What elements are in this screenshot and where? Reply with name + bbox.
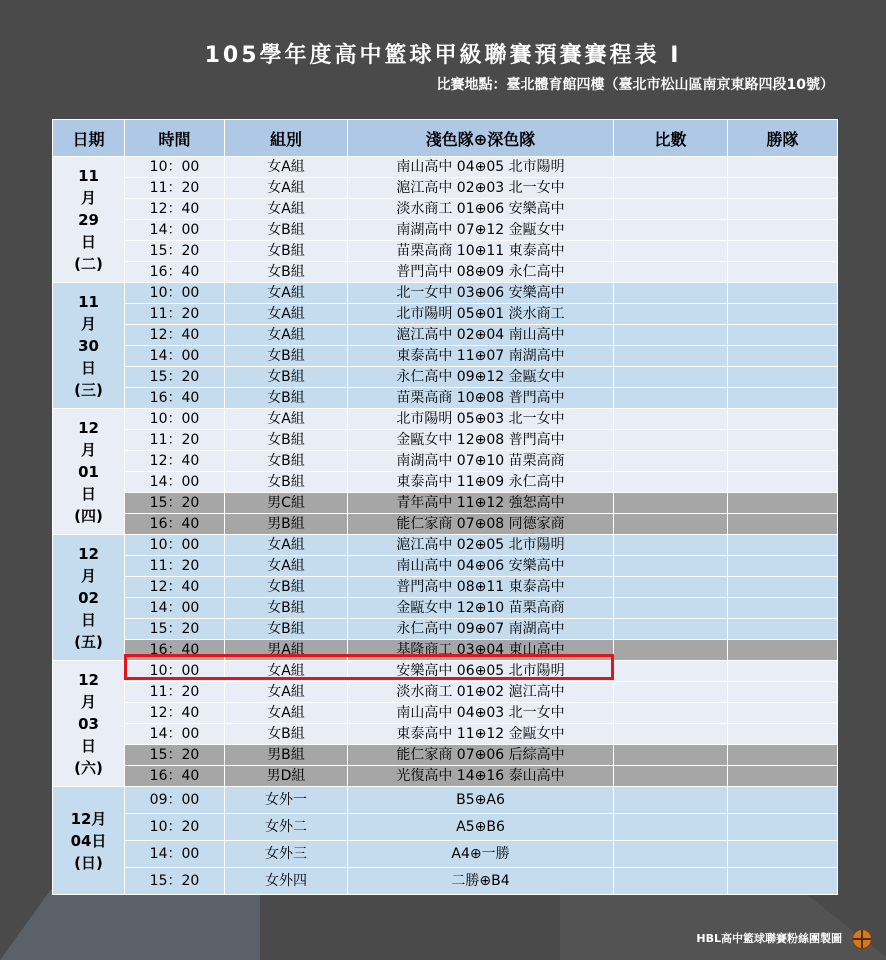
time-cell: 12：40 [125,451,225,472]
table-row [53,241,838,262]
match-cell: 東泰高中 11⊕12 金甌女中 [348,724,614,745]
score-cell [614,787,728,814]
group-cell: 女A組 [225,157,348,178]
group-cell: 女外三 [225,841,348,868]
match-cell: 南湖高中 07⊕12 金甌女中 [348,220,614,241]
table-row [53,703,838,724]
score-cell [614,262,728,283]
header-group: 組別 [225,120,348,157]
group-cell: 女A組 [225,199,348,220]
score-cell [614,430,728,451]
score-cell [614,598,728,619]
group-cell: 女外一 [225,787,348,814]
match-cell: 淡水商工 01⊕06 安樂高中 [348,199,614,220]
match-cell: 普門高中 08⊕11 東泰高中 [348,577,614,598]
score-cell [614,472,728,493]
header-date: 日期 [53,120,125,157]
date-cell [53,661,125,787]
winner-cell [728,766,838,787]
score-cell [614,556,728,577]
score-cell [614,724,728,745]
score-cell [614,868,728,895]
table-row [53,472,838,493]
table-row [53,619,838,640]
table-row [53,325,838,346]
match-cell: 能仁家商 07⊕08 同德家商 [348,514,614,535]
date-part: 12 [78,418,99,437]
score-cell [614,409,728,430]
match-cell: 普門高中 08⊕09 永仁高中 [348,262,614,283]
match-cell: 淡水商工 01⊕02 滬江高中 [348,682,614,703]
group-cell: 女A組 [225,661,348,682]
basketball-icon [852,929,872,949]
header-teams: 淺色隊⊕深色隊 [348,120,614,157]
table-row [53,868,838,895]
date-part: 月 [80,692,96,711]
time-cell: 11：20 [125,556,225,577]
table-row [53,682,838,703]
date-part: 日 [80,358,96,377]
score-cell [614,178,728,199]
time-cell: 15：20 [125,868,225,895]
score-cell [614,766,728,787]
time-cell: 12：40 [125,577,225,598]
time-cell: 15：20 [125,367,225,388]
score-cell [614,346,728,367]
match-cell: B5⊕A6 [348,787,614,814]
time-cell: 14：00 [125,598,225,619]
time-cell: 15：20 [125,745,225,766]
match-cell: 安樂高中 06⊕05 北市陽明 [348,661,614,682]
score-cell [614,661,728,682]
group-cell: 女A組 [225,535,348,556]
time-cell: 11：20 [125,430,225,451]
score-cell [614,619,728,640]
winner-cell [728,640,838,661]
date-part: 02 [78,588,99,607]
time-cell: 10：00 [125,157,225,178]
table-row [53,814,838,841]
time-cell: 16：40 [125,388,225,409]
winner-cell [728,841,838,868]
score-cell [614,535,728,556]
date-part: 30 [78,336,99,355]
score-cell [614,157,728,178]
match-cell: 北市陽明 05⊕03 北一女中 [348,409,614,430]
time-cell: 10：00 [125,409,225,430]
time-cell: 16：40 [125,766,225,787]
score-cell [614,304,728,325]
date-cell [53,535,125,661]
date-cell [53,283,125,409]
group-cell: 男B組 [225,745,348,766]
score-cell [614,682,728,703]
group-cell: 女A組 [225,682,348,703]
date-part: 日 [80,610,96,629]
table-row [53,430,838,451]
score-cell [614,514,728,535]
header-score: 比數 [614,120,728,157]
table-row [53,661,838,682]
score-cell [614,493,728,514]
time-cell: 11：20 [125,178,225,199]
date-part: 29 [78,210,99,229]
winner-cell [728,556,838,577]
table-header-row [53,120,838,157]
time-cell: 12：40 [125,325,225,346]
table-row [53,841,838,868]
winner-cell [728,430,838,451]
date-part: 月 [80,314,96,333]
table-row [53,220,838,241]
winner-cell [728,451,838,472]
group-cell: 女B組 [225,346,348,367]
winner-cell [728,325,838,346]
venue-text: 比賽地點：臺北體育館四樓（臺北市松山區南京東路四段10號） [436,77,834,93]
time-cell: 10：00 [125,535,225,556]
table-row [53,367,838,388]
table-row [53,598,838,619]
date-cell [53,409,125,535]
match-cell: 苗栗高商 10⊕08 普門高中 [348,388,614,409]
score-cell [614,841,728,868]
score-cell [614,220,728,241]
match-cell: 光復高中 14⊕16 泰山高中 [348,766,614,787]
group-cell: 女B組 [225,367,348,388]
date-part: (六) [74,758,103,777]
match-cell: 東泰高中 11⊕09 永仁高中 [348,472,614,493]
winner-cell [728,619,838,640]
match-cell: 北一女中 03⊕06 安樂高中 [348,283,614,304]
group-cell: 女外二 [225,814,348,841]
schedule-body [53,157,838,895]
table-row [53,304,838,325]
winner-cell [728,661,838,682]
winner-cell [728,199,838,220]
winner-cell [728,682,838,703]
winner-cell [728,724,838,745]
time-cell: 14：00 [125,220,225,241]
table-row [53,409,838,430]
table-row [53,766,838,787]
table-row [53,451,838,472]
score-cell [614,241,728,262]
match-cell: 金甌女中 12⊕10 苗栗高商 [348,598,614,619]
score-cell [614,283,728,304]
score-cell [614,640,728,661]
time-cell: 14：00 [125,346,225,367]
match-cell: 二勝⊕B4 [348,868,614,895]
winner-cell [728,241,838,262]
group-cell: 女B組 [225,220,348,241]
date-part: (三) [74,380,103,399]
winner-cell [728,787,838,814]
group-cell: 女A組 [225,556,348,577]
table-row [53,157,838,178]
match-cell: 滬江高中 02⊕03 北一女中 [348,178,614,199]
time-cell: 10：20 [125,814,225,841]
date-part: 月 [80,188,96,207]
table-row [53,535,838,556]
match-cell: 永仁高中 09⊕07 南湖高中 [348,619,614,640]
table-row [53,346,838,367]
group-cell: 女A組 [225,409,348,430]
match-cell: 南山高中 04⊕03 北一女中 [348,703,614,724]
match-cell: 南山高中 04⊕05 北市陽明 [348,157,614,178]
winner-cell [728,178,838,199]
date-cell [53,787,125,895]
time-cell: 15：20 [125,241,225,262]
table-row [53,199,838,220]
time-cell: 16：40 [125,262,225,283]
group-cell: 女B組 [225,472,348,493]
winner-cell [728,346,838,367]
group-cell: 女B組 [225,724,348,745]
winner-cell [728,814,838,841]
group-cell: 女B組 [225,598,348,619]
winner-cell [728,472,838,493]
winner-cell [728,157,838,178]
winner-cell [728,367,838,388]
time-cell: 12：40 [125,199,225,220]
group-cell: 女B組 [225,430,348,451]
table-row [53,724,838,745]
match-cell: 能仁家商 07⊕06 后綜高中 [348,745,614,766]
group-cell: 女A組 [225,703,348,724]
table-row [53,514,838,535]
group-cell: 女B組 [225,451,348,472]
match-cell: 金甌女中 12⊕08 普門高中 [348,430,614,451]
table-row [53,787,838,814]
date-part: 11 [78,292,99,311]
match-cell: 滬江高中 02⊕05 北市陽明 [348,535,614,556]
winner-cell [728,220,838,241]
date-part: 04日 [70,831,107,850]
match-cell: A4⊕一勝 [348,841,614,868]
winner-cell [728,409,838,430]
score-cell [614,388,728,409]
table-row [53,283,838,304]
match-cell: 苗栗高商 10⊕11 東泰高中 [348,241,614,262]
group-cell: 女B組 [225,241,348,262]
date-part: (四) [74,506,103,525]
time-cell: 14：00 [125,724,225,745]
schedule-table [52,119,838,895]
date-part: 03 [78,714,99,733]
date-part: 01 [78,462,99,481]
date-part: 12 [78,544,99,563]
score-cell [614,199,728,220]
score-cell [614,814,728,841]
group-cell: 女B組 [225,577,348,598]
time-cell: 16：40 [125,640,225,661]
winner-cell [728,598,838,619]
table-row [53,493,838,514]
winner-cell [728,703,838,724]
group-cell: 男B組 [225,514,348,535]
match-cell: 青年高中 11⊕12 強恕高中 [348,493,614,514]
group-cell: 女A組 [225,325,348,346]
group-cell: 女B組 [225,619,348,640]
winner-cell [728,535,838,556]
date-part: 12月 [70,809,107,828]
match-cell: 北市陽明 05⊕01 淡水商工 [348,304,614,325]
table-row [53,745,838,766]
footer-credit: HBL高中籃球聯賽粉絲團製圖 [696,932,842,945]
date-part: 日 [80,232,96,251]
table-row [53,262,838,283]
date-cell [53,157,125,283]
winner-cell [728,868,838,895]
match-cell: 南湖高中 07⊕10 苗栗高商 [348,451,614,472]
time-cell: 10：00 [125,283,225,304]
match-cell: 永仁高中 09⊕12 金甌女中 [348,367,614,388]
match-cell: 基隆商工 03⊕04 東山高中 [348,640,614,661]
winner-cell [728,577,838,598]
group-cell: 男C組 [225,493,348,514]
date-part: 日 [80,736,96,755]
date-part: (二) [74,254,103,273]
winner-cell [728,745,838,766]
score-cell [614,577,728,598]
time-cell: 11：20 [125,304,225,325]
time-cell: 15：20 [125,619,225,640]
date-part: 月 [80,440,96,459]
winner-cell [728,514,838,535]
date-part: 11 [78,166,99,185]
time-cell: 15：20 [125,493,225,514]
date-part: 月 [80,566,96,585]
time-cell: 14：00 [125,472,225,493]
winner-cell [728,493,838,514]
score-cell [614,451,728,472]
time-cell: 09：00 [125,787,225,814]
match-cell: 南山高中 04⊕06 安樂高中 [348,556,614,577]
group-cell: 女A組 [225,283,348,304]
table-row [53,640,838,661]
match-cell: 滬江高中 02⊕04 南山高中 [348,325,614,346]
match-cell: 東泰高中 11⊕07 南湖高中 [348,346,614,367]
group-cell: 男A組 [225,640,348,661]
time-cell: 11：20 [125,682,225,703]
match-cell: A5⊕B6 [348,814,614,841]
winner-cell [728,304,838,325]
score-cell [614,703,728,724]
date-part: 12 [78,670,99,689]
score-cell [614,325,728,346]
table-row [53,388,838,409]
group-cell: 女B組 [225,388,348,409]
group-cell: 男D組 [225,766,348,787]
date-part: (日) [74,853,103,872]
score-cell [614,745,728,766]
group-cell: 女A組 [225,178,348,199]
table-row [53,577,838,598]
time-cell: 12：40 [125,703,225,724]
header-winner: 勝隊 [728,120,838,157]
page-title: 105學年度高中籃球甲級聯賽預賽賽程表 I [204,43,682,68]
time-cell: 14：00 [125,841,225,868]
table-row [53,556,838,577]
date-part: (五) [74,632,103,651]
time-cell: 10：00 [125,661,225,682]
time-cell: 16：40 [125,514,225,535]
group-cell: 女A組 [225,304,348,325]
table-row [53,178,838,199]
winner-cell [728,262,838,283]
group-cell: 女外四 [225,868,348,895]
winner-cell [728,388,838,409]
date-part: 日 [80,484,96,503]
header-time: 時間 [125,120,225,157]
winner-cell [728,283,838,304]
score-cell [614,367,728,388]
group-cell: 女B組 [225,262,348,283]
